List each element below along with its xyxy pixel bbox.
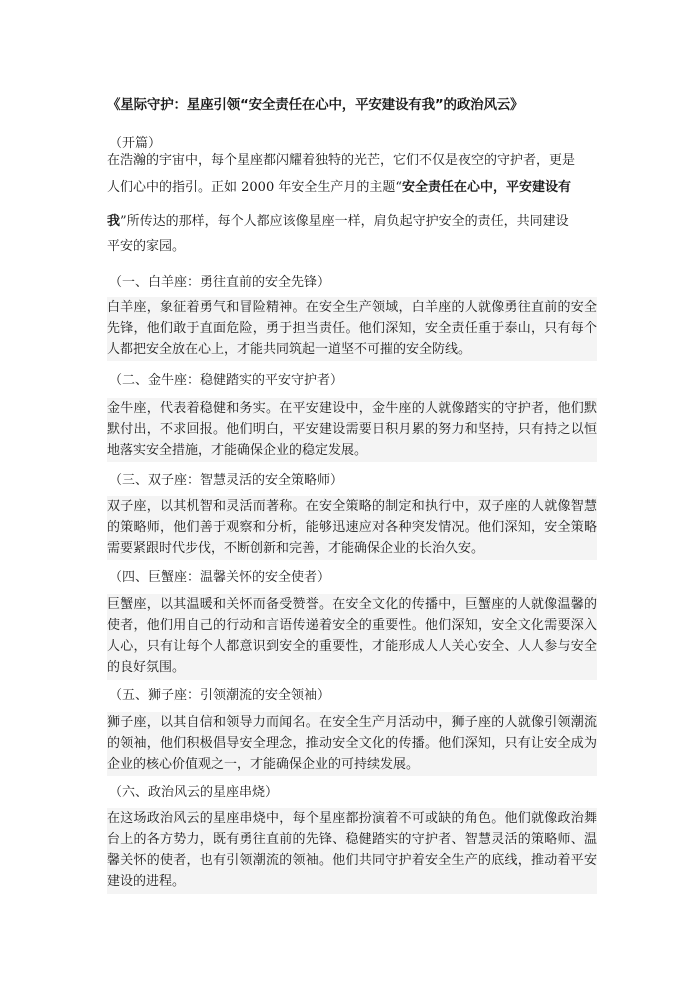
section-body-aries [107,297,597,361]
section-body-gemini [107,496,597,560]
section-body-cancer [107,594,597,680]
section-body-political [107,808,597,894]
opening-heading: （开篇） [109,136,162,151]
section-heading-cancer: （四、巨蟹座：温馨关怀的安全使者） [109,570,331,585]
opening-line-1: 在浩瀚的宇宙中，每个星座都闪耀着独特的光芒，它们不仅是夜空的守护者，更是 [107,153,576,168]
section-body-taurus [107,398,597,462]
opening-line-3 [107,211,597,236]
section-heading-taurus: （二、金牛座：稳健踏实的平安守护者） [109,373,344,388]
opening-paragraph [107,151,597,258]
section-text-taurus: 金牛座，代表着稳健和务实。在平安建设中，金牛座的人就像踏实的守护者，他们默默付出，不求回报。他们明白，平安建设需要日积月累的努力和坚持，只有持之以恒地落实安全措施，才能确保企业的稳定发展。 [107,401,597,458]
opening-line-2-plain: 人们心中的指引。正如 2000 年安全生产月的主题“ [107,180,402,195]
section-text-leo: 狮子座，以其自信和领导力而闻名。在安全生产月活动中，狮子座的人就像引领潮流的领袖，他们积极倡导安全理念，推动安全文化的传播。他们深知，只有让安全成为企业的核心价值观之一，才能确保企业的可持续发展。 [107,715,597,772]
section-text-gemini: 双子座，以其机智和灵活而著称。在安全策略的制定和执行中，双子座的人就像智慧的策略师，他们善于观察和分析，能够迅速应对各种突发情况。他们深知，安全策略需要紧跟时代步伐，不断创新和完善，才能确保企业的长治久安。 [107,499,597,556]
section-text-aries: 白羊座，象征着勇气和冒险精神。在安全生产领域，白羊座的人就像勇往直前的安全先锋，他们敢于直面危险，勇于担当责任。他们深知，安全责任重于泰山，只有每个人都把安全放在心上，才能共同筑起一道坚不可摧的安全防线。 [107,300,597,357]
section-text-cancer: 巨蟹座，以其温暖和关怀而备受赞誉。在安全文化的传播中，巨蟹座的人就像温馨的使者，他们用自己的行动和言语传递着安全的重要性。他们深知，安全文化需要深入人心，只有让每个人都意识到安全的重要性，才能形成人人关心安全、人人参与安全的良好氛围。 [107,597,597,675]
section-text-political: 在这场政治风云的星座串烧中，每个星座都扮演着不可或缺的角色。他们就像政治舞台上的各方势力，既有勇往直前的先锋、稳健踏实的守护者、智慧灵活的策略师、温馨关怀的使者，也有引领潮流的领袖。他们共同守护着安全生产的底线，推动着平安建设的进程。 [107,811,597,889]
opening-line-4: 平安的家园。 [107,239,186,254]
section-body-leo [107,712,597,776]
opening-line-2 [107,177,597,211]
section-heading-political: （六、政治风云的星座串烧） [109,785,279,800]
theme-bold-text-2: 我 [107,214,121,229]
theme-bold-text-1: 安全责任在心中，平安建设有 [402,180,572,195]
section-heading-aries: （一、白羊座：勇往直前的安全先锋） [109,275,331,290]
document-title: 《星际守护：星座引领“安全责任在心中，平安建设有我”的政治风云》 [107,97,524,113]
section-heading-gemini: （三、双子座：智慧灵活的安全策略师） [109,473,344,488]
section-heading-leo: （五、狮子座：引领潮流的安全领袖） [109,688,331,703]
opening-line-3-plain: ”所传达的那样，每个人都应该像星座一样，肩负起守护安全的责任，共同建设 [120,214,569,229]
